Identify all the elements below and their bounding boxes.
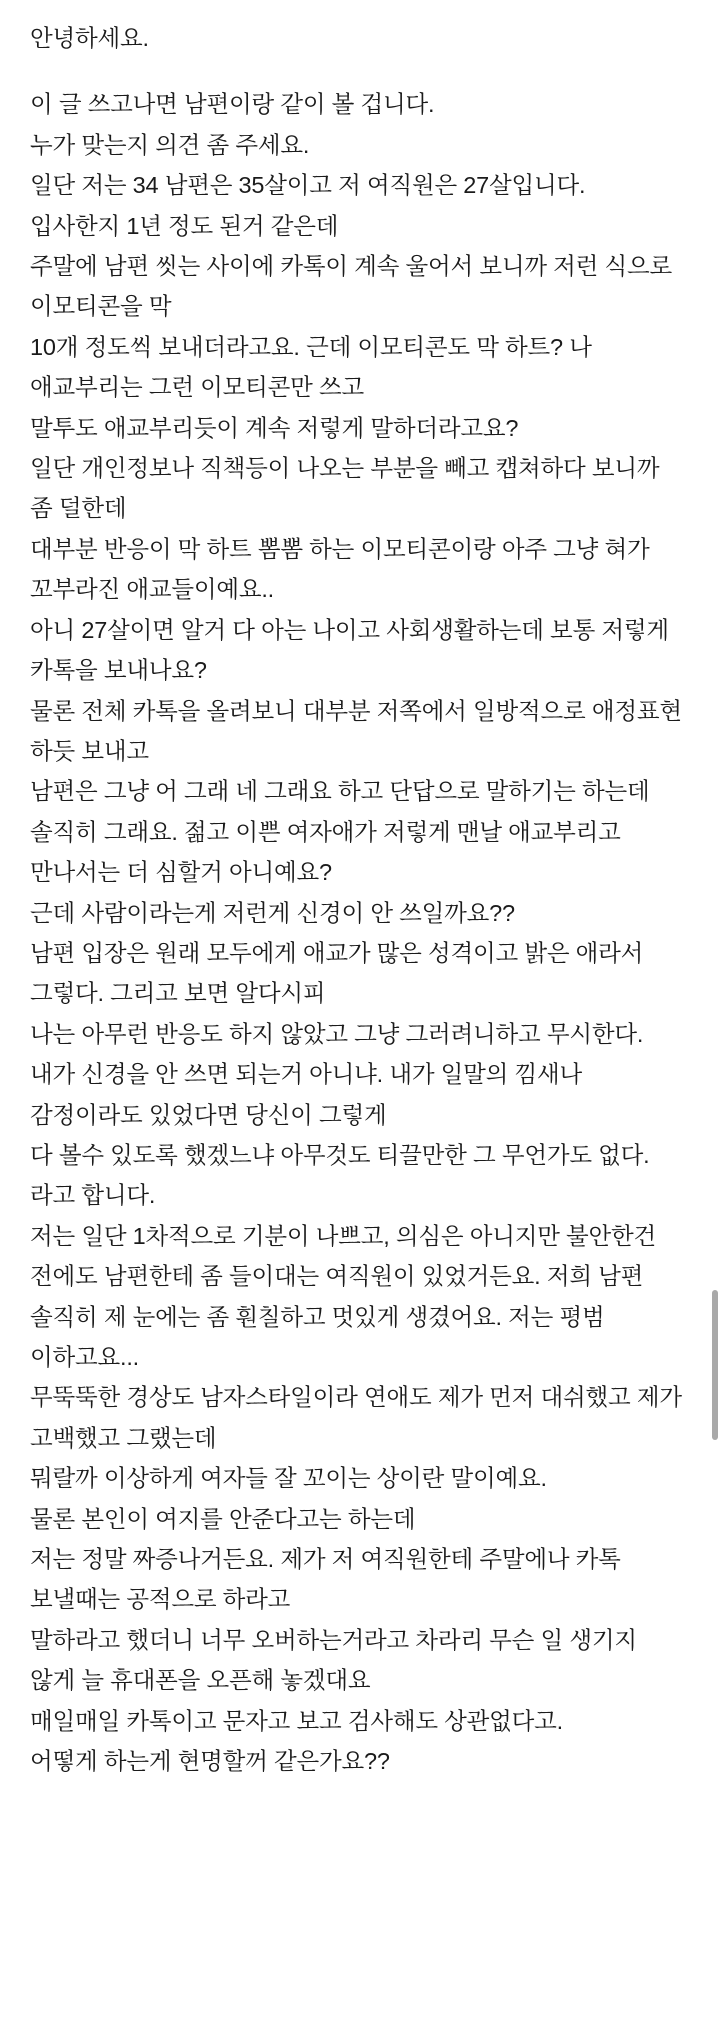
post-greeting: 안녕하세요. bbox=[30, 25, 149, 51]
paragraph-spacer bbox=[30, 58, 686, 84]
post-paragraph: 솔직히 그래요. 젊고 이쁜 여자애가 저렇게 맨날 애교부리고 만나서는 더 심할거 아니예요? bbox=[30, 818, 627, 886]
post-paragraph: 주말에 남편 씻는 사이에 카톡이 계속 울어서 보니까 저런 식으로 이모티콘을 막 bbox=[30, 253, 679, 320]
post-paragraph: 뭐랄까 이상하게 여자들 잘 꼬이는 상이란 말이예요. bbox=[30, 1465, 547, 1492]
post-paragraph: 근데 사람이라는게 저런게 신경이 안 쓰일까요?? bbox=[30, 899, 515, 926]
post-paragraph: 일단 개인정보나 직책등이 나오는 부분을 빼고 캡쳐하다 보니까 좀 덜한데 bbox=[30, 455, 666, 522]
post-paragraph: 10개 정도씩 보내더라고요. 근데 이모티콘도 막 하트? 나 애교부리는 그런 이모티콘만 쓰고 bbox=[30, 333, 599, 401]
post-paragraph: 대부분 반응이 막 하트 뽐뽐 하는 이모티콘이랑 아주 그냥 혀가 꼬부라진 애교들이예요.. bbox=[30, 535, 656, 603]
post-paragraph: 말투도 애교부리듯이 계속 저렇게 말하더라고요? bbox=[30, 414, 519, 441]
post-paragraph: 라고 합니다. bbox=[30, 1182, 156, 1209]
post-paragraph: 매일매일 카톡이고 문자고 보고 검사해도 상관없다고. bbox=[30, 1707, 563, 1734]
post-paragraph: 어떻게 하는게 현명할꺼 같은가요?? bbox=[30, 1748, 390, 1775]
post-paragraph: 말하라고 했더니 너무 오버하는거라고 차라리 무슨 일 생기지 않게 늘 휴대폰을 오픈해 놓겠대요 bbox=[30, 1626, 644, 1694]
post-paragraph: 저는 일단 1차적으로 기분이 나쁘고, 의심은 아니지만 불안한건 전에도 남편한테 좀 들이대는 여직원이 있었거든요. 저희 남편 솔직히 제 눈에는 좀 훤칠하고 멋있게 생겼어요. 저는 평범 이하고요... bbox=[30, 1222, 663, 1370]
post-paragraph: 물론 본인이 여지를 안준다고는 하는데 bbox=[30, 1505, 416, 1532]
post-paragraph: 입사한지 1년 정도 된거 같은데 bbox=[30, 212, 339, 239]
post-paragraph: 일단 저는 34 남편은 35살이고 저 여직원은 27살입니다. bbox=[30, 172, 586, 199]
post-paragraph: 다 볼수 있도록 했겠느냐 아무것도 티끌만한 그 무언가도 없다. bbox=[30, 1141, 650, 1168]
post-paragraph: 남편은 그냥 어 그래 네 그래요 하고 단답으로 말하기는 하는데 bbox=[30, 778, 650, 805]
post-paragraph: 나는 아무런 반응도 하지 않았고 그냥 그러려니하고 무시한다. bbox=[30, 1020, 644, 1047]
scrollbar[interactable] bbox=[711, 0, 720, 2036]
post-paragraph: 누가 맞는지 의견 좀 주세요. bbox=[30, 131, 310, 158]
post-paragraph: 내가 신경을 안 쓰면 되는거 아니냐. 내가 일말의 낌새나 감정이라도 있었다면 당신이 그렇게 bbox=[30, 1061, 589, 1128]
post-paragraph: 아니 27살이면 알거 다 아는 나이고 사회생활하는데 보통 저렇게 카톡을 보내나요? bbox=[30, 616, 676, 684]
post-paragraph: 저는 정말 짜증나거든요. 제가 저 여직원한테 주말에나 카톡 보낼때는 공적으로 하라고 bbox=[30, 1546, 627, 1613]
post-paragraph: 물론 전체 카톡을 올려보니 대부분 저쪽에서 일방적으로 애정표현 하듯 보내고 bbox=[30, 697, 689, 764]
post-paragraph: 이 글 쓰고나면 남편이랑 같이 볼 겁니다. bbox=[30, 91, 435, 118]
scrollbar-thumb[interactable] bbox=[712, 1290, 718, 1440]
post-paragraph: 남편 입장은 원래 모두에게 애교가 많은 성격이고 밝은 애라서 그렇다. 그리고 보면 알다시피 bbox=[30, 939, 650, 1007]
post-paragraph: 무뚝뚝한 경상도 남자스타일이라 연애도 제가 먼저 대쉬했고 제가 고백했고 그랬는데 bbox=[30, 1384, 689, 1451]
